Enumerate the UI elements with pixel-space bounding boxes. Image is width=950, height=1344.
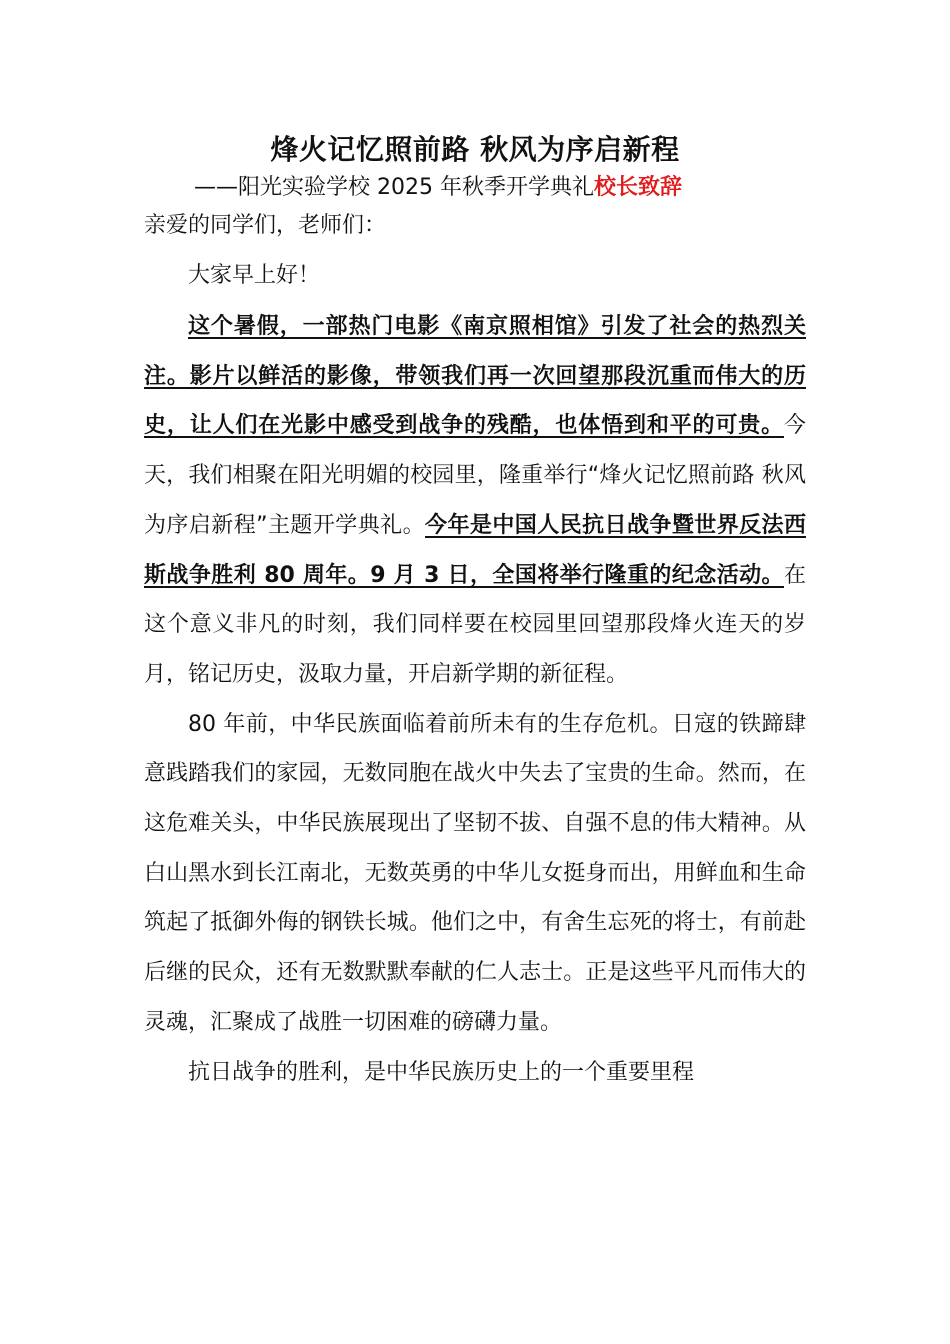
paragraph-1-text-2: 在这个意义非凡的时刻，我们同样要在校园里回望那段烽火连天的岁月，铭记历史，汲取力量，开启新学期的新征程。 (144, 562, 806, 687)
subtitle-text: ——阳光实验学校 2025 年秋季开学典礼 (194, 175, 594, 200)
paragraph-1-bold-2: 今年是中国人民抗日战争暨世界反法西斯战争胜利 80 周年。9 月 3 日，全国将举行隆重的纪念活动。 (144, 512, 806, 588)
paragraph-1 (144, 302, 806, 700)
paragraph-2: 80 年前，中华民族面临着前所未有的生存危机。日寇的铁蹄肆意践踏我们的家园，无数同胞在战火中失去了宝贵的生命。然而，在这危难关头，中华民族展现出了坚韧不拔、自强不息的伟大精神。从白山黑水到长江南北，无数英勇的中华儿女挺身而出，用鲜血和生命筑起了抵御外侮的钢铁长城。他们之中，有舍生忘死的将士，有前赴后继的民众，还有无数默默奉献的仁人志士。正是这些平凡而伟大的灵魂，汇聚成了战胜一切困难的磅礴力量。 (144, 711, 806, 1035)
greeting: 大家早上好！ (188, 263, 321, 288)
document-page (144, 128, 806, 1097)
document-title: 烽火记忆照前路 秋风为序启新程 (270, 133, 680, 166)
paragraph-1-text-1: 今天，我们相聚在阳光明媚的校园里，隆重举行“烽火记忆照前路 秋风为序启新程”主题开学典礼。 (144, 413, 806, 538)
paragraph-1-bold-1: 这个暑假，一部热门电影《南京照相馆》引发了社会的热烈关注。影片以鲜活的影像，带领我们再一次回望那段沉重而伟大的历史，让人们在光影中感受到战争的残酷，也体悟到和平的可贵。 (144, 314, 806, 439)
paragraph-3: 抗日战争的胜利，是中华民族历史上的一个重要里程 (188, 1059, 695, 1085)
salutation: 亲爱的同学们，老师们： (144, 213, 387, 238)
document-subtitle (144, 172, 806, 204)
subtitle-highlight: 校长致辞 (593, 175, 682, 200)
